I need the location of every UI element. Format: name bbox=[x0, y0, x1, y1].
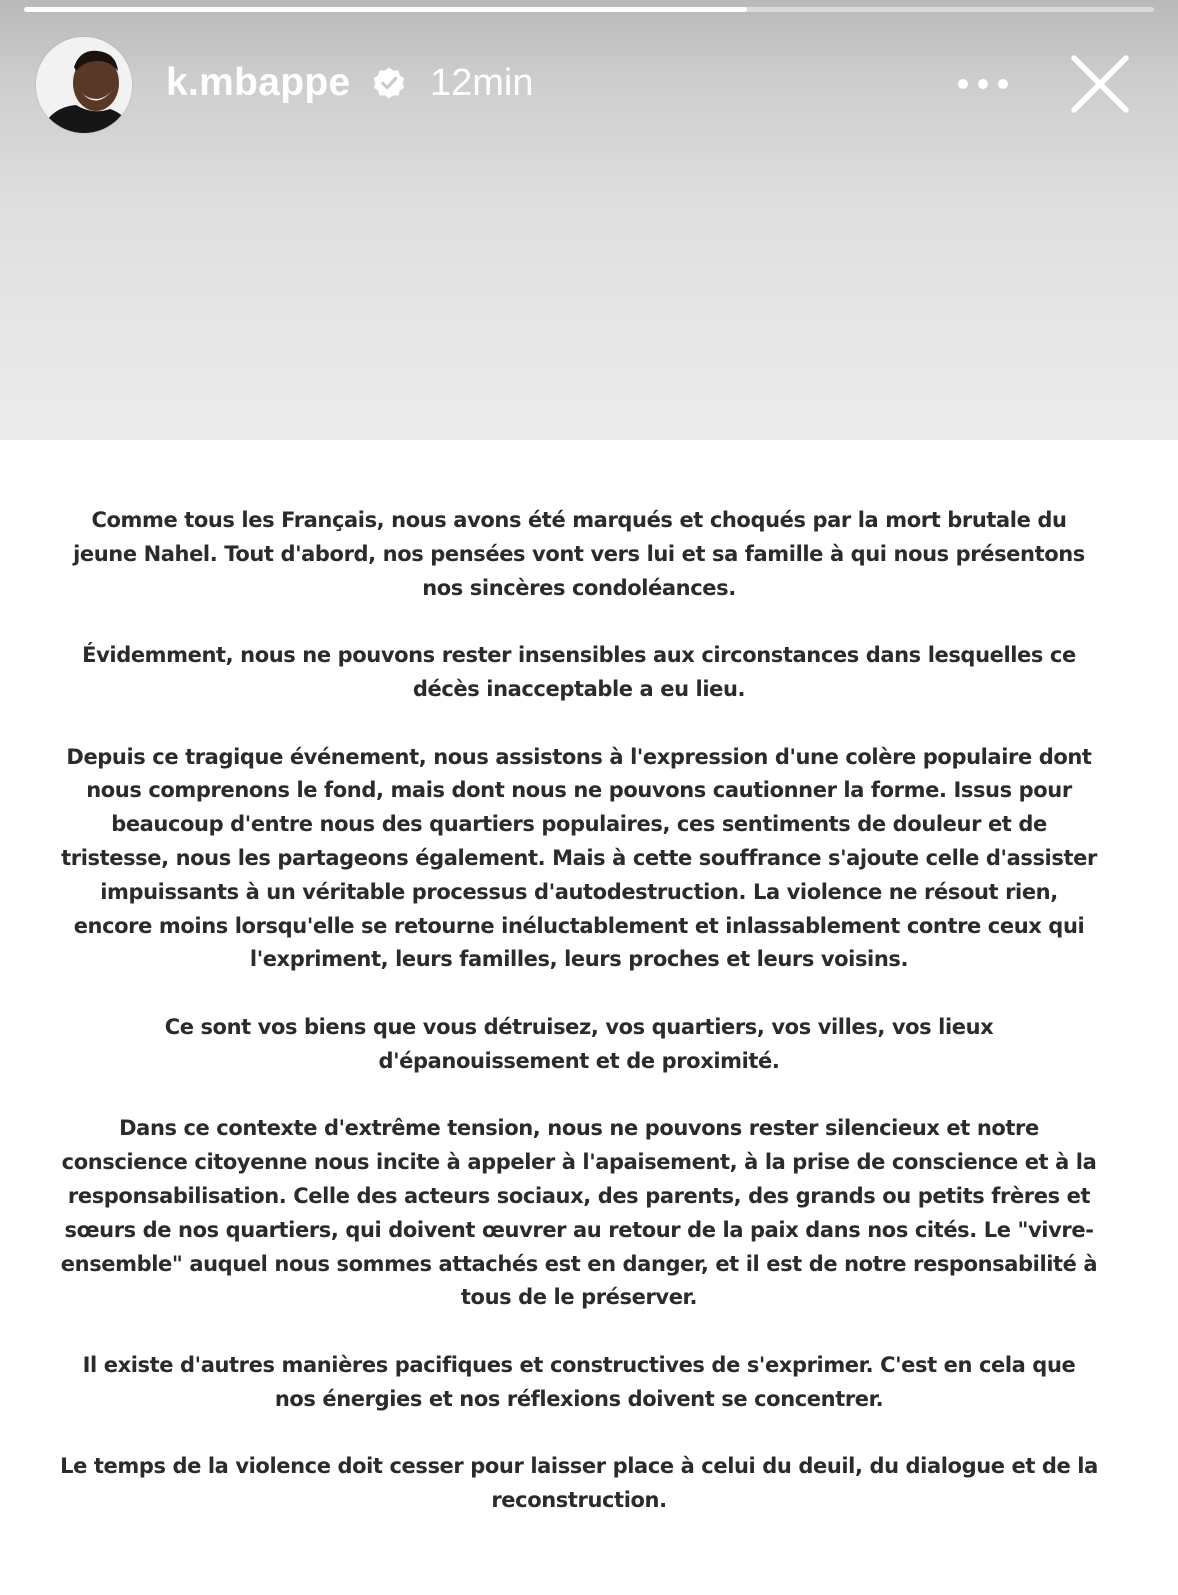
statement-paragraph: Le temps de la violence doit cesser pour laisser place à celui du deuil, du dialogue et de la reconstruction. bbox=[60, 1454, 1098, 1513]
avatar[interactable] bbox=[36, 37, 132, 133]
avatar-image bbox=[36, 37, 132, 133]
story-progress-bar bbox=[24, 7, 1154, 12]
more-horizontal-icon bbox=[958, 79, 968, 89]
story-progress-fill bbox=[24, 7, 747, 12]
close-icon[interactable] bbox=[1066, 50, 1134, 118]
statement-paragraph: Ce sont vos biens que vous détruisez, vos quartiers, vos villes, vos lieux d'épanouissement et de proximité. bbox=[164, 1014, 994, 1073]
statement-paragraph: Depuis ce tragique événement, nous assistons à l'expression d'une colère populaire dont nous comprenons le fond, mais dont nous ne pouvons cautionner la forme. Issus pour beaucoup d'entre nous des quartiers populaires, ces sentiments de douleur et de tristesse, nous les partageons également. Mais à cette souffrance s'ajoute celle d'assister impuissants à un véritable processus d'autodestruction. La violence ne résout rien, encore moins lorsqu'elle se retourne inéluctablement et inlassablement contre ceux qui l'expriment, leurs familles, leurs proches et leurs voisins. bbox=[61, 744, 1097, 972]
statement-paragraph: Dans ce contexte d'extrême tension, nous ne pouvons rester silencieux et notre conscience citoyenne nous incite à appeler à l'apaisement, à la prise de conscience et à la responsabilisation. Celle des acteurs sociaux, des parents, des grands ou petits frères et sœurs de nos quartiers, qui doivent œuvrer au retour de la paix dans nos cités. Le "vivre-ensemble" auquel nous sommes attachés est en danger, et il est de notre responsabilité à tous de le préserver. bbox=[60, 1116, 1098, 1310]
verified-badge-icon bbox=[372, 66, 406, 100]
username[interactable]: k.mbappe bbox=[166, 61, 351, 104]
statement-paragraph: Comme tous les Français, nous avons été marqués et choqués par la mort brutale du jeune Nahel. Tout d'abord, nos pensées vont vers lui et sa famille à qui nous présentons nos sincères condoléances. bbox=[73, 508, 1085, 600]
statement-text bbox=[60, 504, 1098, 1552]
more-horizontal-icon bbox=[998, 79, 1008, 89]
story-timestamp: 12min bbox=[430, 62, 534, 104]
more-options-button[interactable] bbox=[952, 66, 1014, 102]
statement-paragraph: Évidemment, nous ne pouvons rester insensibles aux circonstances dans lesquelles ce décès inacceptable a eu lieu. bbox=[82, 643, 1076, 701]
statement-paragraph: Il existe d'autres manières pacifiques et constructives de s'exprimer. C'est en cela que nos énergies et nos réflexions doivent se concentrer. bbox=[82, 1352, 1076, 1411]
more-horizontal-icon bbox=[978, 79, 988, 89]
